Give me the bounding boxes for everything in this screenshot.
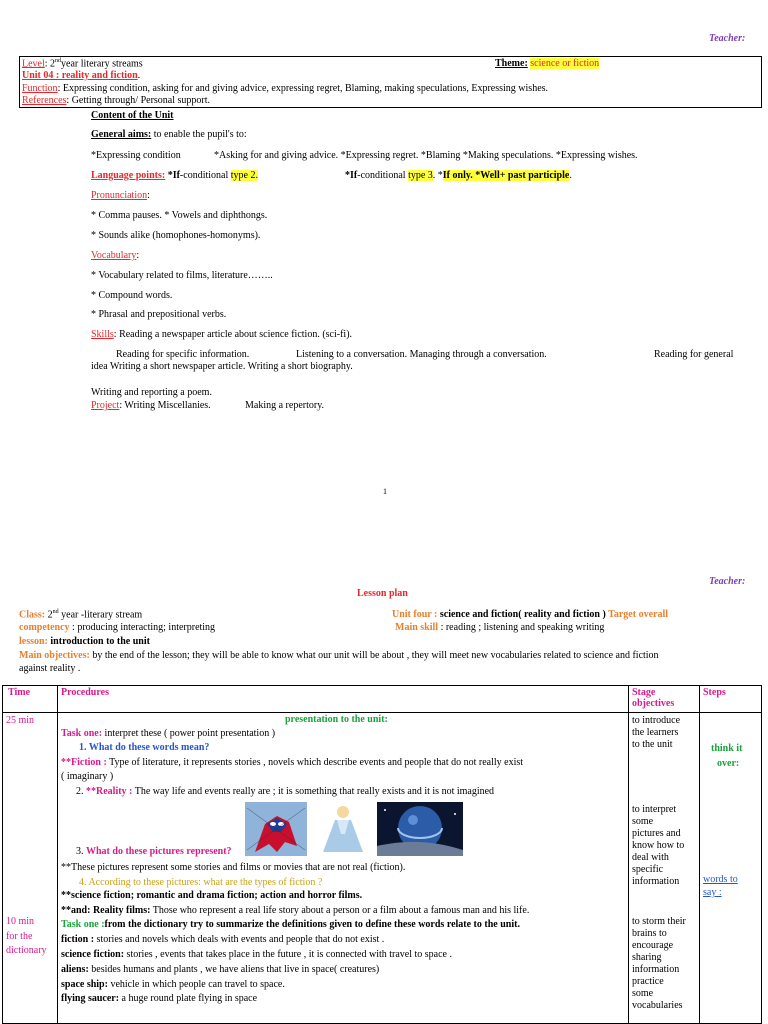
definition-science-fiction-label: science fiction: bbox=[61, 949, 125, 960]
column-divider bbox=[628, 686, 629, 1023]
references-value: : Getting through/ Personal support. bbox=[66, 95, 211, 106]
lesson-value: introduction to the unit bbox=[47, 636, 150, 647]
task-one-dictionary-value: from the dictionary try to summarize the definitions given to define these words relate to the unit. bbox=[104, 919, 520, 930]
reality-number: 2. bbox=[76, 786, 86, 797]
stage-objective-line: know how to bbox=[632, 840, 685, 851]
reality-label: **Reality : bbox=[86, 786, 133, 797]
vocabulary-item-2: * Compound words. bbox=[91, 290, 173, 301]
reality-films-line bbox=[61, 905, 529, 916]
skills-line-2a: Reading for specific information. bbox=[116, 349, 250, 360]
skills-value: : Reading a newspaper article about science fiction. (sci-fi). bbox=[113, 329, 353, 340]
task-one-dictionary-line bbox=[61, 919, 520, 930]
stage-objective-1 bbox=[632, 715, 680, 751]
unit-line bbox=[22, 70, 140, 81]
lang-if1-post: -conditional bbox=[179, 170, 231, 181]
pronunciation-colon: : bbox=[147, 190, 150, 201]
competency-value: : producing interacting; interpreting bbox=[69, 622, 216, 633]
stage-objective-2 bbox=[632, 804, 684, 888]
stage-objective-line: specific bbox=[632, 864, 664, 875]
header-steps: Steps bbox=[703, 687, 726, 698]
fairy-tale-picture bbox=[313, 802, 373, 856]
superhero-picture bbox=[245, 802, 307, 856]
header-stage-2: objectives bbox=[632, 698, 675, 709]
steps-say: say : bbox=[703, 887, 722, 898]
fiction-types: **science fiction; romantic and drama fiction; action and horror films. bbox=[61, 890, 363, 901]
stage-objective-line: information bbox=[632, 964, 680, 975]
level-sup: nd bbox=[55, 58, 62, 64]
lang-if1-pre: *If bbox=[165, 170, 180, 181]
references-line bbox=[22, 95, 210, 106]
competency-line bbox=[19, 622, 215, 633]
steps-think-it: think it bbox=[711, 743, 743, 754]
time-25-min: 25 min bbox=[6, 715, 35, 726]
space-planet-picture bbox=[377, 802, 463, 856]
skills-line-4: Writing and reporting a poem. bbox=[91, 387, 212, 398]
definition-fiction bbox=[61, 934, 384, 945]
language-points-line-2 bbox=[345, 170, 572, 181]
lang-type2: type 2. bbox=[230, 170, 258, 181]
stage-objective-line: some bbox=[632, 816, 654, 827]
header-divider bbox=[3, 712, 761, 713]
definition-fiction-label: fiction : bbox=[61, 934, 95, 945]
definition-aliens-label: aliens: bbox=[61, 964, 89, 975]
lang-if2-pre: *If bbox=[345, 170, 358, 181]
time-for-the: for the bbox=[6, 931, 33, 942]
fiction-value: Type of literature, it represents stories , novels which describe events and people that do not really exist bbox=[106, 757, 524, 768]
unit-four-value: science and fiction( reality and fiction ) bbox=[437, 609, 606, 620]
task-one-value: interpret these ( power point presentation ) bbox=[102, 728, 276, 739]
stage-objective-line: vocabularies bbox=[632, 1000, 683, 1011]
language-points-label: Language points: bbox=[91, 170, 166, 181]
definition-flying-saucer-value: a huge round plate flying in space bbox=[119, 993, 258, 1004]
objectives-label: Main objectives: bbox=[19, 650, 90, 661]
stage-objective-line: to interpret bbox=[632, 804, 677, 815]
time-dictionary: dictionary bbox=[6, 945, 47, 956]
fiction-line bbox=[61, 757, 523, 768]
task-one-dictionary-label: Task one : bbox=[61, 919, 105, 930]
time-10-min: 10 min bbox=[6, 916, 35, 927]
question-3-number: 3. bbox=[76, 846, 86, 857]
question-3-text: What do these pictures represent? bbox=[86, 846, 232, 857]
definition-aliens-value: besides humans and plants , we have aliens that live in space( creatures) bbox=[88, 964, 380, 975]
task-one-line bbox=[61, 728, 275, 739]
unit-four-label: Unit four : bbox=[392, 609, 438, 620]
vocabulary-heading bbox=[91, 250, 139, 261]
definition-space-ship-label: space ship: bbox=[61, 979, 108, 990]
unit-four-line bbox=[392, 609, 668, 620]
skills-line-3: idea Writing a short newspaper article. Writing a short biography. bbox=[91, 361, 353, 372]
definition-science-fiction-value: stories , events that takes place in the future , it is connected with travel to space . bbox=[124, 949, 452, 960]
class-value-post: year -literary stream bbox=[58, 609, 143, 621]
unit-label: Unit 04 : reality and fiction bbox=[22, 70, 138, 81]
stage-objective-line: some bbox=[632, 988, 654, 999]
vocabulary-colon: : bbox=[136, 250, 140, 261]
skills-line-2b: Listening to a conversation. Managing through a conversation. bbox=[296, 349, 547, 360]
project-line bbox=[91, 400, 211, 411]
theme-line bbox=[495, 58, 599, 69]
function-value: : Expressing condition, asking for and giving advice, expressing regret, Blaming, making speculations, Expressing wishes. bbox=[57, 83, 549, 94]
lang-end: . bbox=[569, 170, 572, 181]
lang-if2-post: -conditional bbox=[357, 170, 409, 181]
steps-words-to: words to bbox=[703, 874, 738, 885]
definition-aliens bbox=[61, 964, 379, 975]
vocabulary-item-1: * Vocabulary related to films, literature…….. bbox=[91, 270, 273, 281]
stage-objective-line: the learners bbox=[632, 727, 679, 738]
page-number: 1 bbox=[383, 487, 387, 496]
definition-science-fiction bbox=[61, 949, 452, 960]
stage-objective-line: deal with bbox=[632, 852, 669, 863]
skills-line bbox=[91, 329, 352, 340]
stage-objective-line: brains to bbox=[632, 928, 667, 939]
general-aims-label: General aims: bbox=[91, 129, 152, 140]
function-label: Function bbox=[22, 83, 58, 94]
level-line bbox=[22, 58, 143, 69]
pronunciation-item-1: * Comma pauses. * Vowels and diphthongs. bbox=[91, 210, 268, 221]
theme-label: Theme: bbox=[495, 58, 528, 69]
pronunciation-heading bbox=[91, 190, 150, 201]
class-line bbox=[19, 609, 142, 620]
objectives-value: by the end of the lesson; they will be able to know what our unit will be about , they will meet new vocabularies related to science and fiction bbox=[89, 650, 659, 661]
objectives-line-2: against reality . bbox=[19, 663, 81, 674]
teacher-label-2: Teacher: bbox=[709, 576, 746, 587]
general-aims bbox=[91, 129, 247, 140]
skills-label: Skills bbox=[91, 329, 114, 340]
level-label: Level bbox=[22, 58, 45, 70]
stage-objective-line: information bbox=[632, 876, 680, 887]
class-sup: nd bbox=[52, 609, 59, 615]
stage-objective-line: to introduce bbox=[632, 715, 681, 726]
stage-objective-line: encourage bbox=[632, 940, 674, 951]
task-one-label: Task one: bbox=[61, 728, 103, 739]
content-title: Content of the Unit bbox=[91, 110, 174, 121]
lesson-line bbox=[19, 636, 150, 647]
definition-space-ship-value: vehicle in which people can travel to space. bbox=[107, 979, 285, 990]
stage-objective-3 bbox=[632, 916, 686, 1012]
class-value-pre: 2 bbox=[45, 609, 53, 621]
fiction-line-2: ( imaginary ) bbox=[61, 771, 114, 782]
language-points-line bbox=[91, 170, 258, 181]
unit-dot: . bbox=[137, 70, 141, 81]
vocabulary-item-3: * Phrasal and prepositional verbs. bbox=[91, 309, 227, 320]
level-value-post: year literary streams bbox=[61, 58, 143, 70]
stage-objective-line: to the unit bbox=[632, 739, 673, 750]
lesson-label: lesson: bbox=[19, 636, 48, 647]
presentation-title: presentation to the unit: bbox=[285, 714, 388, 725]
definition-flying-saucer-label: flying saucer: bbox=[61, 993, 120, 1004]
objectives-line bbox=[19, 650, 659, 661]
main-skill-line bbox=[395, 622, 604, 633]
pronunciation-label: Pronunciation bbox=[91, 190, 148, 201]
skills-line-2c: Reading for general bbox=[654, 349, 734, 360]
question-1: 1. What do these words mean? bbox=[79, 742, 210, 753]
project-label: Project bbox=[91, 400, 120, 411]
main-skill-value: : reading ; listening and speaking writing bbox=[438, 622, 605, 633]
function-line bbox=[22, 83, 548, 94]
lang-rest-pre: . * bbox=[432, 170, 443, 181]
lesson-plan-title: Lesson plan bbox=[357, 588, 408, 599]
unit-header-box bbox=[19, 56, 762, 108]
question-4: 4. According to these pictures: what are the types of fiction ? bbox=[79, 877, 323, 888]
column-divider bbox=[699, 686, 700, 1023]
fiction-label: **Fiction : bbox=[61, 757, 107, 768]
aims-line-a: *Expressing condition bbox=[91, 150, 181, 161]
steps-over: over: bbox=[717, 758, 740, 769]
aims-line-b: *Asking for and giving advice. *Expressing regret. *Blaming *Making speculations. *Expressing wishes. bbox=[214, 150, 638, 161]
stage-objective-line: sharing bbox=[632, 952, 662, 963]
stage-objective-line: pictures and bbox=[632, 828, 681, 839]
lang-if-only: If only. *Well+ past participle bbox=[442, 170, 570, 181]
vocabulary-label: Vocabulary bbox=[91, 250, 137, 261]
reality-films-value: Those who represent a real life story about a person or a film about a famous man and his life. bbox=[150, 905, 530, 916]
reality-value: The way life and events really are ; it is something that really exists and it is not imagined bbox=[132, 786, 495, 797]
pronunciation-item-2: * Sounds alike (homophones-homonyms). bbox=[91, 230, 261, 241]
stage-objective-line: practice bbox=[632, 976, 664, 987]
column-divider bbox=[57, 686, 58, 1023]
pictures-answer: **These pictures represent some stories and films or movies that are not real (fiction). bbox=[61, 862, 406, 873]
lang-type3: type 3 bbox=[408, 170, 433, 181]
theme-value: science or fiction bbox=[530, 58, 600, 69]
header-stage-1: Stage bbox=[632, 687, 656, 698]
project-value: : Writing Miscellanies. bbox=[119, 400, 211, 411]
reality-line bbox=[76, 786, 494, 797]
reality-films-label: **and: Reality films: bbox=[61, 905, 151, 916]
header-time: Time bbox=[8, 687, 31, 698]
header-procedures: Procedures bbox=[61, 687, 109, 698]
definition-flying-saucer bbox=[61, 993, 257, 1004]
stage-objective-line: to storm their bbox=[632, 916, 686, 927]
teacher-label: Teacher: bbox=[709, 33, 746, 44]
fiction-pictures bbox=[245, 802, 463, 856]
target-label: Target overall bbox=[605, 609, 669, 620]
definition-space-ship bbox=[61, 979, 285, 990]
question-3-line bbox=[76, 846, 232, 857]
class-label: Class: bbox=[19, 609, 46, 621]
general-aims-value: to enable the pupil's to: bbox=[151, 129, 247, 140]
definition-fiction-value: stories and novels which deals with events and people that do not exist . bbox=[94, 934, 385, 945]
competency-label: competency bbox=[19, 622, 70, 633]
level-value-pre: : 2 bbox=[44, 58, 56, 70]
references-label: References bbox=[22, 95, 67, 106]
main-skill-label: Main skill bbox=[395, 622, 439, 633]
project-value-2: Making a repertory. bbox=[245, 400, 325, 411]
